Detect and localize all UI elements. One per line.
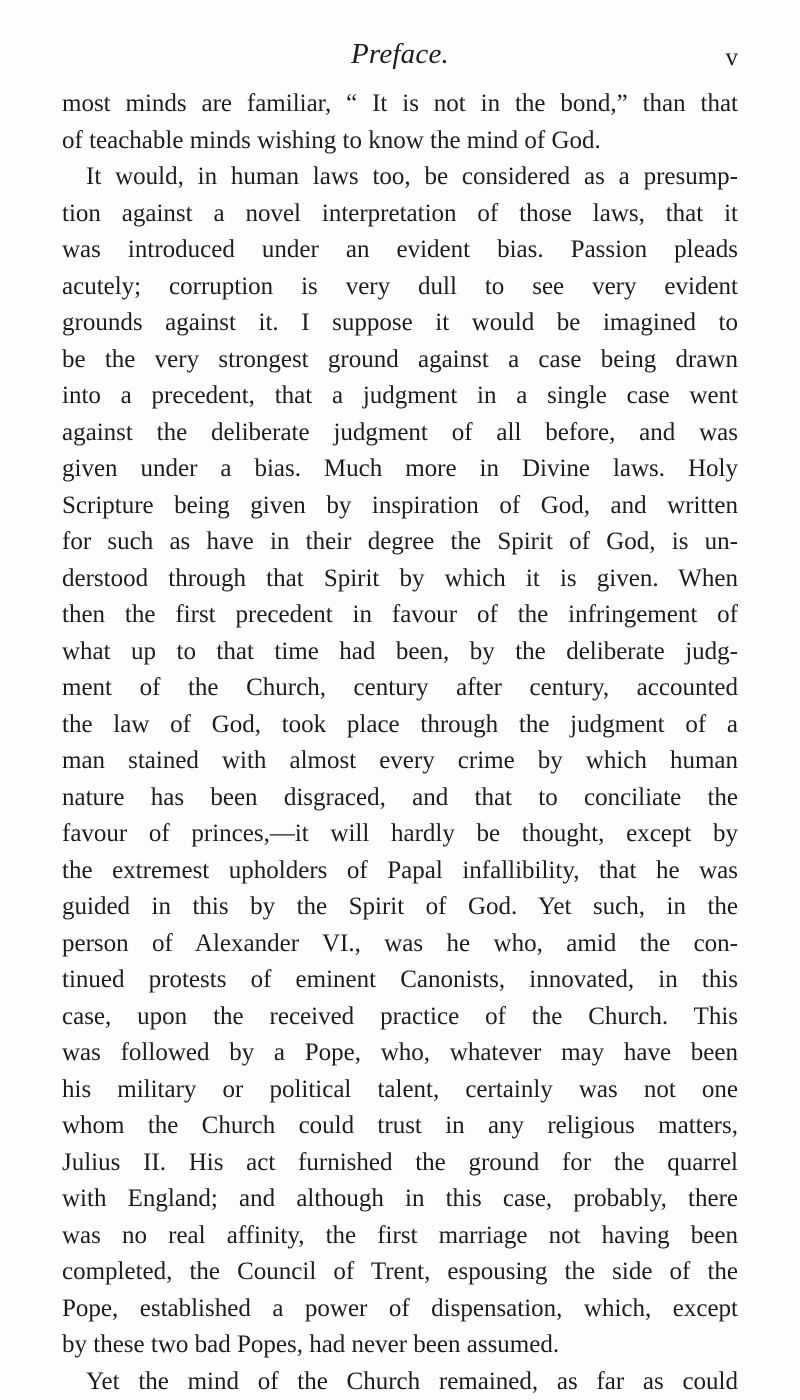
text-line: given under a bias. Much more in Divine laws. Holy — [62, 451, 738, 488]
text-line: against the deliberate judgment of all before, and was — [62, 415, 738, 452]
running-title: Preface. — [62, 38, 738, 71]
page-number: v — [726, 44, 739, 72]
text-line: was no real affinity, the first marriage not having been — [62, 1218, 738, 1255]
text-line: favour of princes,—it will hardly be thought, except by — [62, 816, 738, 853]
text-line: with England; and although in this case, probably, there — [62, 1181, 738, 1218]
running-head — [62, 38, 738, 78]
text-line: grounds against it. I suppose it would be imagined to — [62, 305, 738, 342]
text-line: guided in this by the Spirit of God. Yet such, in the — [62, 889, 738, 926]
text-line: the law of God, took place through the judgment of a — [62, 707, 738, 744]
text-line: Pope, established a power of dispensation, which, except — [62, 1291, 738, 1328]
text-line: person of Alexander VI., was he who, amid the con- — [62, 926, 738, 963]
text-line: was followed by a Pope, who, whatever may have been — [62, 1035, 738, 1072]
text-line: man stained with almost every crime by which human — [62, 743, 738, 780]
text-line: ment of the Church, century after century, accounted — [62, 670, 738, 707]
text-line: the extremest upholders of Papal infallibility, that he was — [62, 853, 738, 890]
text-line: nature has been disgraced, and that to conciliate the — [62, 780, 738, 817]
text-line: of teachable minds wishing to know the mind of God. — [62, 123, 738, 160]
text-line: for such as have in their degree the Spirit of God, is un- — [62, 524, 738, 561]
text-line: into a precedent, that a judgment in a single case went — [62, 378, 738, 415]
text-line: case, upon the received practice of the Church. This — [62, 999, 738, 1036]
text-line: Yet the mind of the Church remained, as far as could — [62, 1364, 738, 1400]
text-line: Scripture being given by inspiration of God, and written — [62, 488, 738, 525]
text-line: was introduced under an evident bias. Passion pleads — [62, 232, 738, 269]
text-line: by these two bad Popes, had never been assumed. — [62, 1327, 738, 1364]
text-line: be the very strongest ground against a case being drawn — [62, 342, 738, 379]
text-line: tion against a novel interpretation of those laws, that it — [62, 196, 738, 233]
text-line: tinued protests of eminent Canonists, innovated, in this — [62, 962, 738, 999]
text-line: It would, in human laws too, be considered as a presump- — [62, 159, 738, 196]
text-line: his military or political talent, certainly was not one — [62, 1072, 738, 1109]
text-line: whom the Church could trust in any religious matters, — [62, 1108, 738, 1145]
body-text — [62, 86, 738, 1400]
text-line: completed, the Council of Trent, espousing the side of the — [62, 1254, 738, 1291]
text-line: then the first precedent in favour of the infringement of — [62, 597, 738, 634]
text-line: what up to that time had been, by the deliberate judg- — [62, 634, 738, 671]
text-line: derstood through that Spirit by which it is given. When — [62, 561, 738, 598]
text-line: most minds are familiar, “ It is not in the bond,” than that — [62, 86, 738, 123]
text-line: acutely; corruption is very dull to see very evident — [62, 269, 738, 306]
text-line: Julius II. His act furnished the ground for the quarrel — [62, 1145, 738, 1182]
